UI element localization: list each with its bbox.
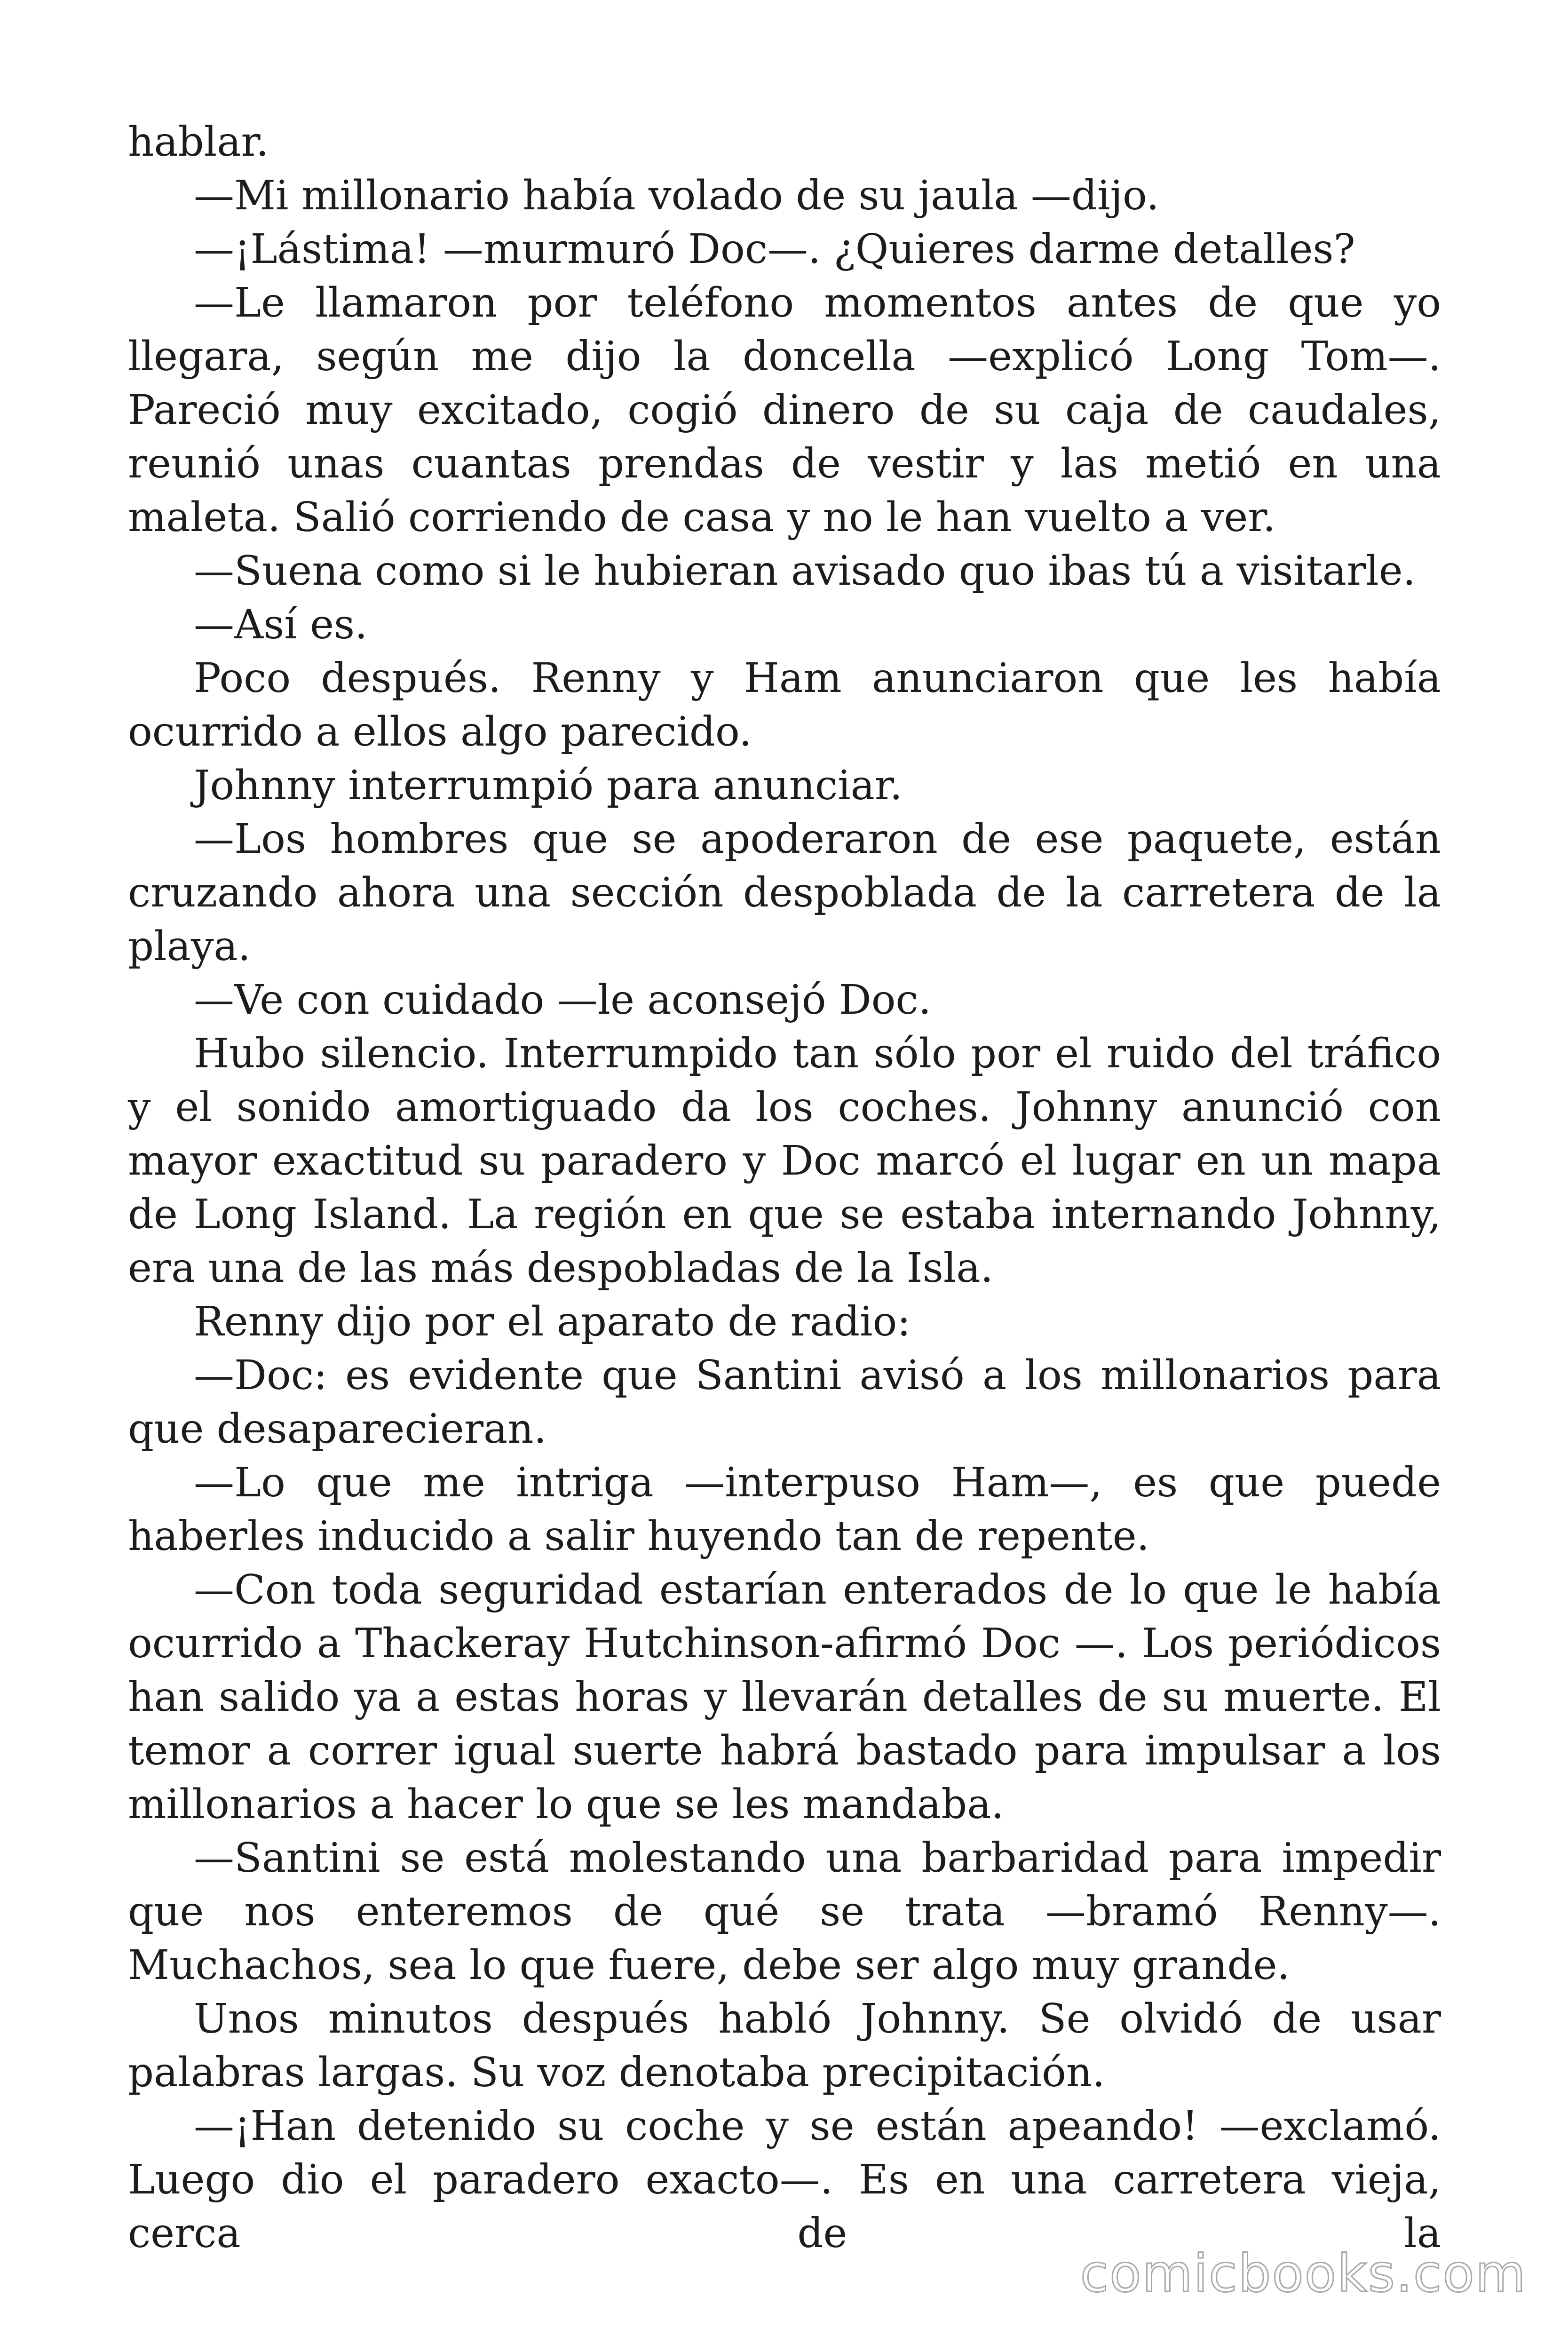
book-page: [128, 115, 1441, 2260]
paragraph-8: Johnny interrumpió para anunciar.: [194, 762, 903, 809]
paragraph-13: —Doc: es evidente que Santini avisó a los millonarios para que desaparecieran.: [128, 1352, 1441, 1453]
paragraph-14: —Lo que me intriga —interpuso Ham—, es que puede haberles inducido a salir huyendo tan de repente.: [128, 1459, 1441, 1560]
paragraph-7: Poco después. Renny y Ham anunciaron que les había ocurrido a ellos algo parecido.: [128, 655, 1441, 755]
paragraph-16: —Santini se está molestando una barbaridad para impedir que nos enteremos de qué se trata —bramó Renny—. Muchachos, sea lo que fuere, debe ser algo muy grande.: [128, 1835, 1441, 1989]
paragraph-6: —Así es.: [194, 601, 368, 648]
paragraph-11: Hubo silencio. Interrumpido tan sólo por el ruido del tráfico y el sonido amortiguado da los coches. Johnny anunció con mayor exactitud su paradero y Doc marcó el lugar en un mapa de Long Island. La región en que se estaba internando Johnny, era una de las más despobladas de la Isla.: [128, 1030, 1441, 1292]
paragraph-2: —Mi millonario había volado de su jaula —dijo.: [194, 172, 1159, 219]
paragraph-3: —¡Lástima! —murmuró Doc—. ¿Quieres darme detalles?: [194, 226, 1355, 273]
paragraph-18: —¡Han detenido su coche y se están apeando! —exclamó. Luego dio el paradero exacto—. Es en una carretera vieja, cerca de la: [128, 2103, 1441, 2257]
paragraph-9: —Los hombres que se apoderaron de ese paquete, están cruzando ahora una sección despoblada de la carretera de la playa.: [128, 816, 1441, 970]
paragraph-15: —Con toda seguridad estarían enterados de lo que le había ocurrido a Thackeray Hutchinson-afirmó Doc —. Los periódicos han salido ya a estas horas y llevarán detalles de su muerte. El temor a correr igual suerte habrá bastado para impulsar a los millonarios a hacer lo que se les mandaba.: [128, 1566, 1441, 1828]
watermark-text: comicbooks.com: [1080, 2243, 1527, 2304]
paragraph-1: hablar.: [128, 119, 269, 166]
paragraph-12: Renny dijo por el aparato de radio:: [194, 1298, 911, 1345]
paragraph-10: —Ve con cuidado —le aconsejó Doc.: [194, 977, 932, 1024]
paragraph-17: Unos minutos después habló Johnny. Se olvidó de usar palabras largas. Su voz denotaba precipitación.: [128, 1995, 1441, 2096]
paragraph-4: —Le llamaron por teléfono momentos antes de que yo llegara, según me dijo la doncella —explicó Long Tom—. Pareció muy excitado, cogió dinero de su caja de caudales, reunió unas cuantas prendas de vestir y las metió en una maleta. Salió corriendo de casa y no le han vuelto a ver.: [128, 279, 1441, 541]
paragraph-5: —Suena como si le hubieran avisado quo ibas tú a visitarle.: [194, 548, 1416, 595]
